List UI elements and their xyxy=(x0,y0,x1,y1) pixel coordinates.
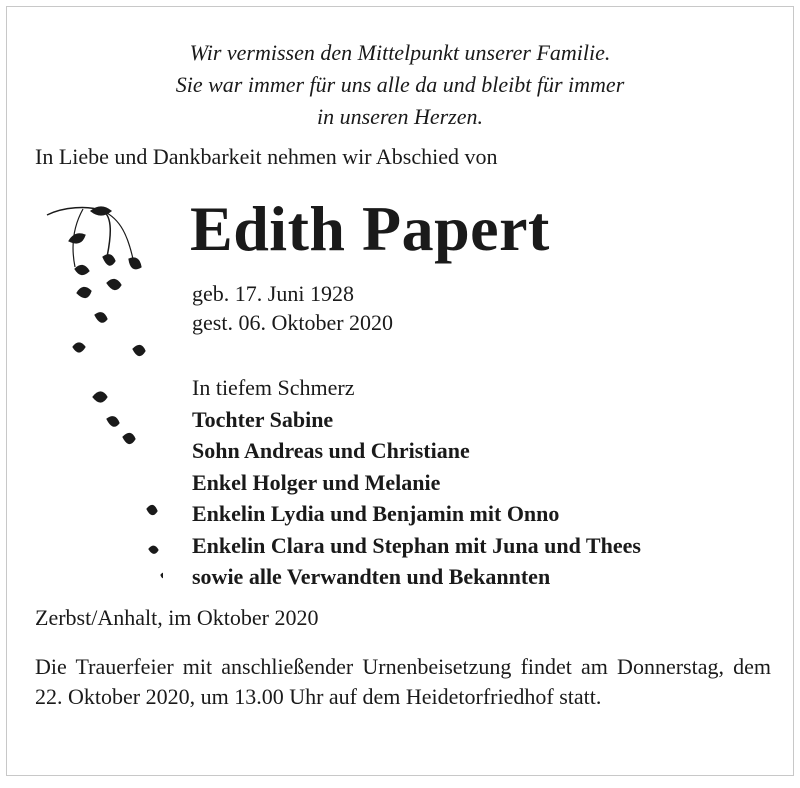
mourner-2: Sohn Andreas und Christiane xyxy=(192,438,470,463)
motto-line-2: Sie war immer für uns alle da und bleibt für immer xyxy=(175,72,625,97)
deceased-name: Edith Papert xyxy=(190,193,550,264)
mourners-heading: In tiefem Schmerz xyxy=(192,375,355,400)
mourners-list xyxy=(192,372,641,593)
funeral-ceremony-info: Die Trauerfeier mit anschließender Urnenbeisetzung findet am Donnerstag, dem 22. Oktober 2020, um 13.00 Uhr auf dem Heidetorfriedhof statt. xyxy=(35,654,771,709)
mourner-4: Enkelin Lydia und Benjamin mit Onno xyxy=(192,501,560,526)
motto xyxy=(7,37,793,133)
mourner-6: sowie alle Verwandten und Bekannten xyxy=(192,564,551,589)
falling-leaves-icon xyxy=(33,197,163,597)
motto-line-1: Wir vermissen den Mittelpunkt unserer Familie. xyxy=(189,40,611,65)
birth-date: geb. 17. Juni 1928 xyxy=(192,281,354,306)
intro-text: In Liebe und Dankbarkeit nehmen wir Abschied von xyxy=(35,144,498,169)
mourner-5: Enkelin Clara und Stephan mit Juna und Thees xyxy=(192,532,641,558)
mourner-3: Enkel Holger und Melanie xyxy=(192,469,441,495)
mourner-1: Tochter Sabine xyxy=(192,406,334,432)
death-date: gest. 06. Oktober 2020 xyxy=(192,310,394,335)
motto-line-3: in unseren Herzen. xyxy=(317,104,483,129)
place-and-date: Zerbst/Anhalt, im Oktober 2020 xyxy=(35,605,319,630)
obituary-notice xyxy=(6,6,794,776)
life-dates xyxy=(192,279,393,337)
